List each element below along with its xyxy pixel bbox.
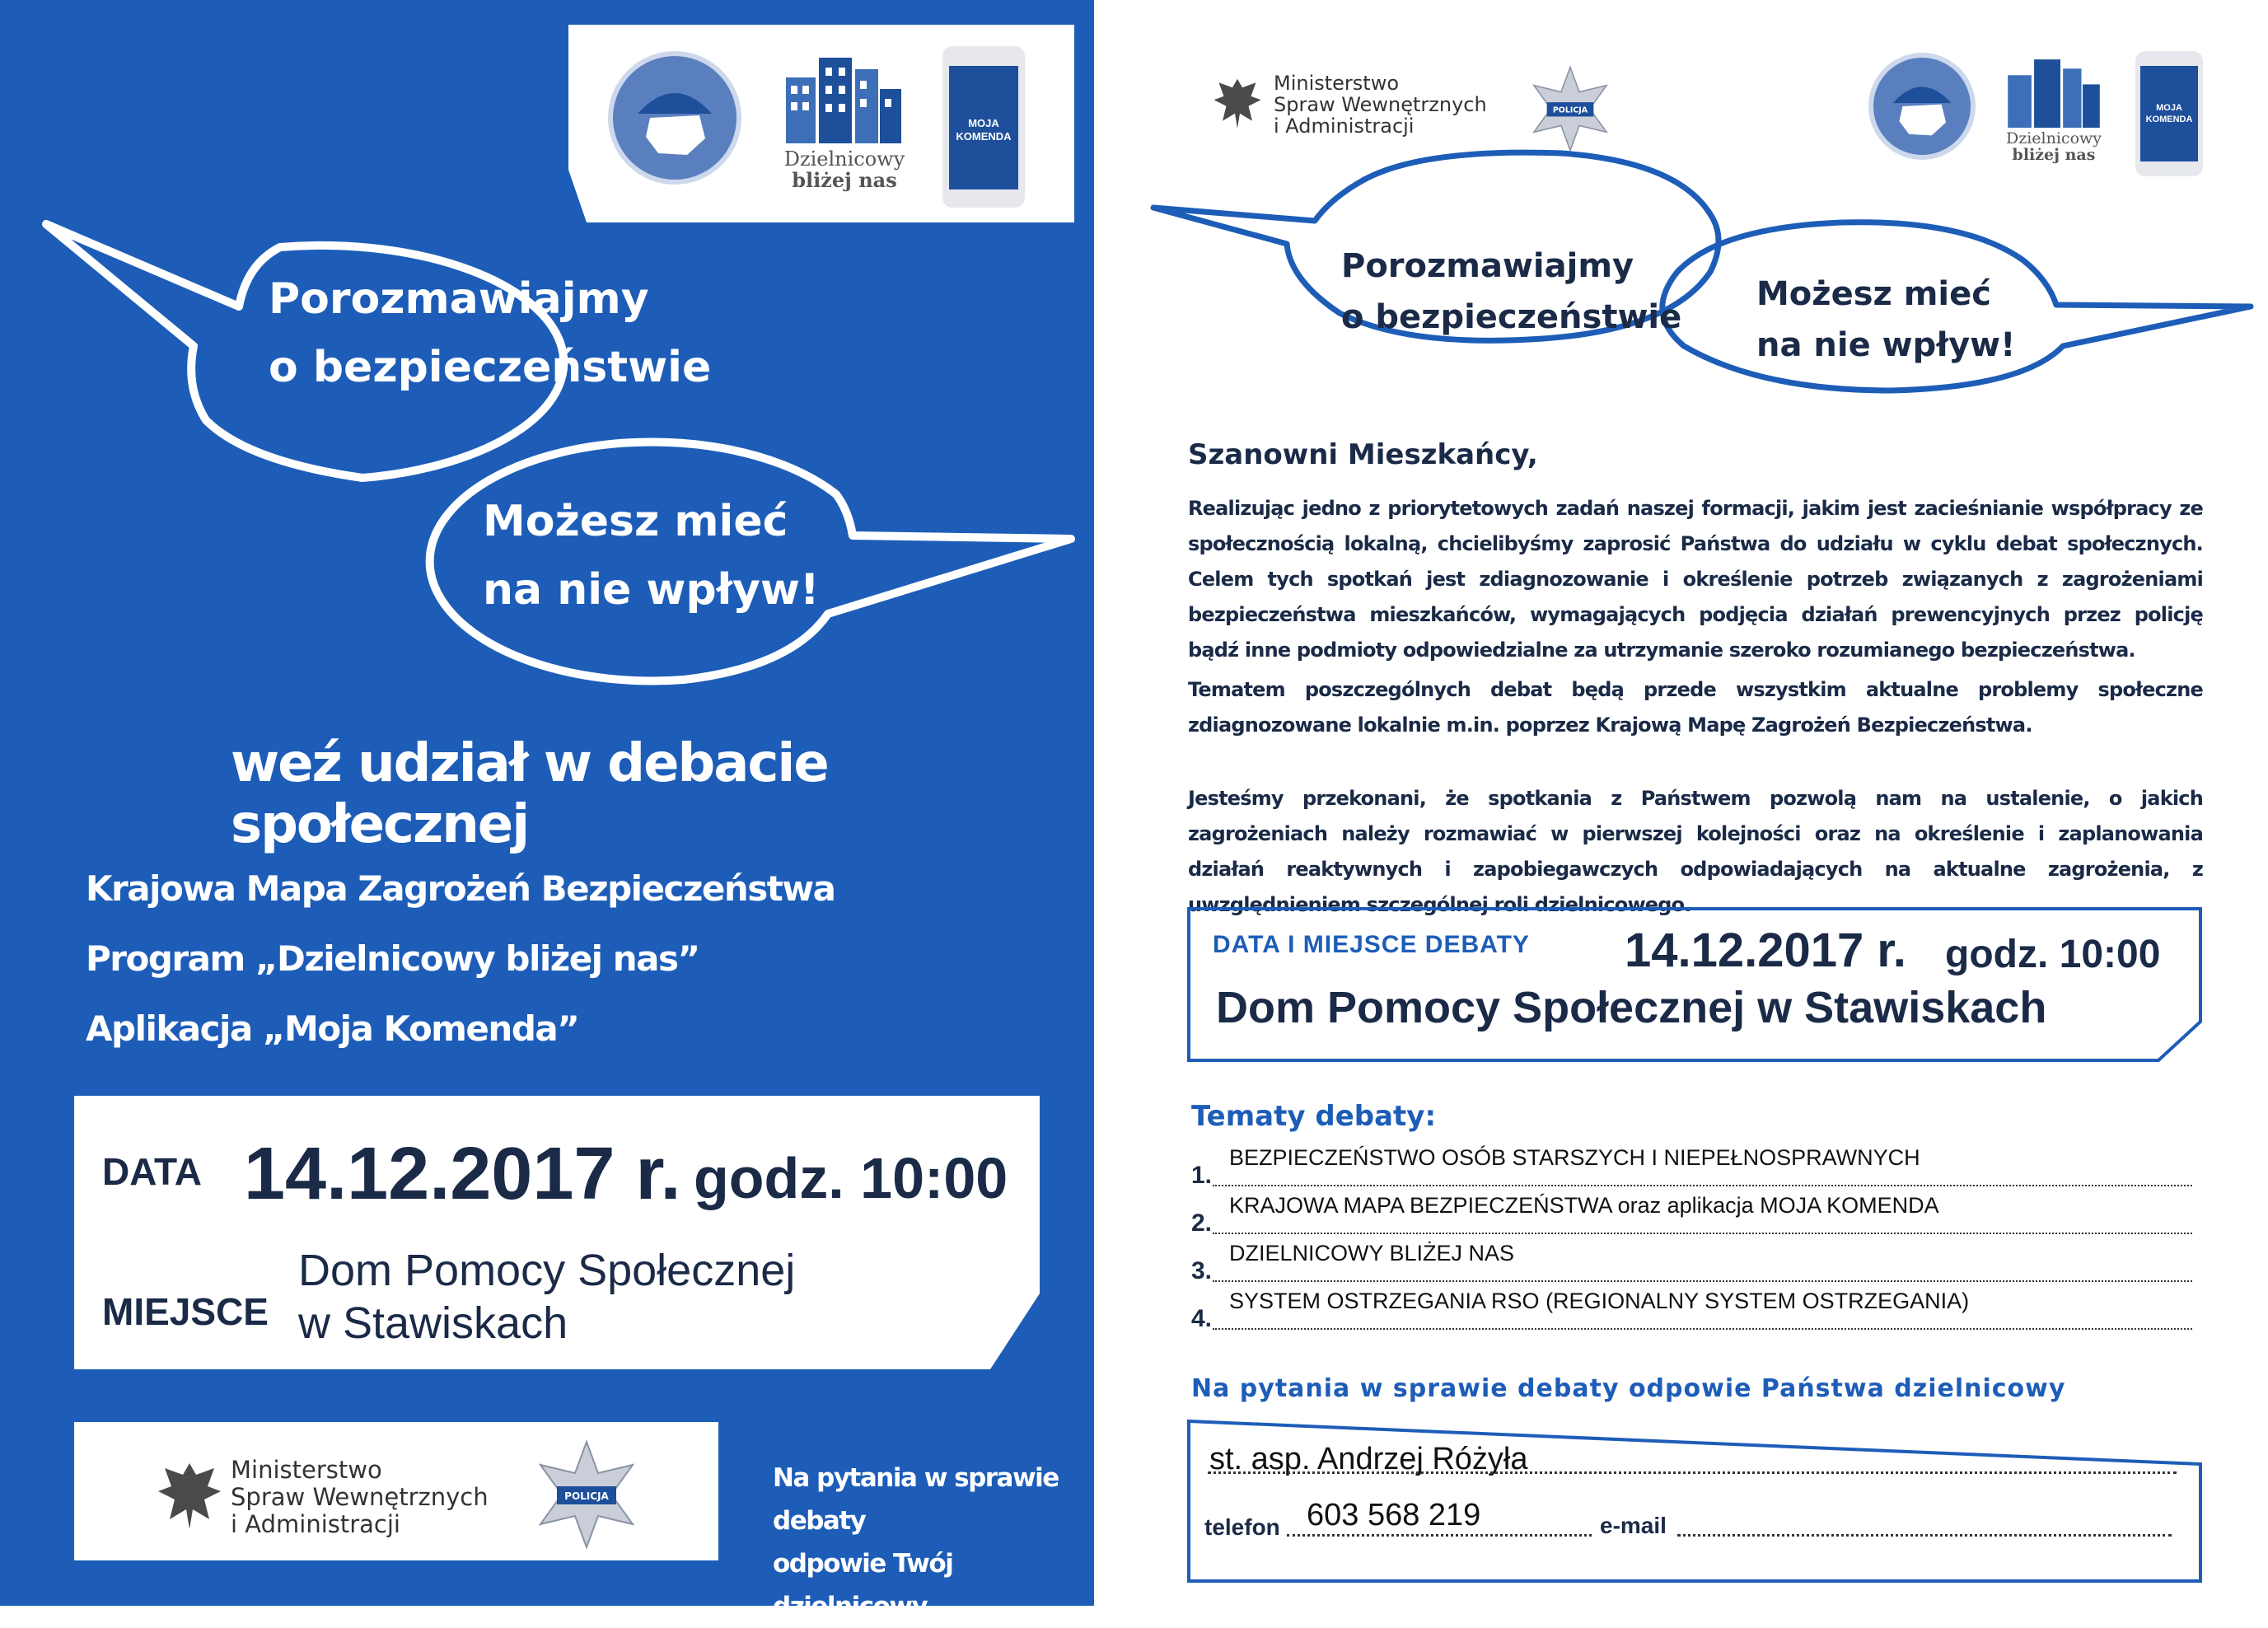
program-item: Krajowa Mapa Zagrożeń Bezpieczeństwa: [86, 868, 835, 909]
phone-label: telefon: [1204, 1514, 1280, 1540]
email-dotted-line: [1677, 1534, 2172, 1537]
poster-bubble-1-text: Porozmawiajmy o bezpieczeństwie: [269, 274, 712, 393]
poster-ministry-name: Ministerstwo Spraw Wewnętrznych i Administracji: [231, 1456, 489, 1538]
phone-number: 603 568 219: [1307, 1498, 1481, 1532]
email-label: e-mail: [1600, 1513, 1667, 1538]
moja-komenda-phone-icon: MOJA KOMENDA: [942, 46, 1025, 208]
poster-place: Dom Pomocy Społecznej w Stawiskach: [298, 1246, 796, 1348]
poster-headline: weź udział w debacie społecznej: [231, 733, 828, 855]
letter: [1134, 0, 2268, 1606]
letter-place: Dom Pomocy Społecznej w Stawiskach: [1216, 983, 2047, 1032]
phone-dotted-line: [1287, 1534, 1592, 1537]
topic-item: 1. BEZPIECZEŃSTWO OSÓB STARSZYCH I NIEPEŁNOSPRAWNYCH: [1191, 1142, 2192, 1190]
poster-date: 14.12.2017 r.: [244, 1133, 681, 1215]
poster-bubble-2-text: Możesz mieć na nie wpływ!: [483, 497, 820, 615]
poster-miejsce-label: MIEJSCE: [102, 1290, 269, 1333]
letter-ministry-name: Ministerstwo Spraw Wewnętrznych i Administracji: [1274, 72, 1487, 138]
eagle-emblem-icon: [157, 1458, 222, 1545]
letter-hour: godz. 10:00: [1945, 933, 2161, 976]
letter-bubble-1-text: Porozmawiajmy o bezpieczeństwie: [1341, 247, 1682, 336]
letter-paragraph: Tematem poszczególnych debat będą przede wszystkim aktualne problemy społeczne zdiagnozowane lokalnie m.in. poprzez Krajową Mapę Zagrożeń Bezpieczeństwa.: [1188, 678, 2203, 737]
poster-questions-note: Na pytania w sprawie debaty odpowie Twój dzielnicowy: [773, 1463, 1059, 1621]
dzielnicowy-logo-caption: Dzielnicowy bliżej nas: [2005, 129, 2102, 164]
poster-hour: godz. 10:00: [694, 1146, 1008, 1210]
topic-item: 2. KRAJOWA MAPA BEZPIECZEŃSTWA oraz aplikacja MOJA KOMENDA: [1191, 1190, 2192, 1237]
topic-item: 3. DZIELNICOWY BLIŻEJ NAS: [1191, 1237, 2192, 1285]
topics-title: Tematy debaty:: [1191, 1100, 1437, 1133]
topic-item: 4. SYSTEM OSTRZEGANIA RSO (REGIONALNY SYSTEM OSTRZEGANIA): [1191, 1285, 2192, 1333]
officer-dotted-line: [1208, 1471, 2177, 1474]
letter-date-label: DATA I MIEJSCE DEBATY: [1213, 931, 1530, 958]
letter-bubble-2-text: Możesz mieć na nie wpływ!: [1756, 275, 2016, 364]
svg-text:POLICJA: POLICJA: [1552, 105, 1588, 115]
contact-title: Na pytania w sprawie debaty odpowie Państwa dzielnicowy: [1191, 1374, 2066, 1403]
poster-programs-list: [86, 854, 835, 1064]
program-item: Aplikacja „Moja Komenda”: [86, 1008, 579, 1049]
letter-date: 14.12.2017 r.: [1625, 924, 1906, 977]
dzielnicowy-logo-caption: Dzielnicowy bliżej nas: [783, 147, 905, 192]
poster-data-label: DATA: [102, 1150, 202, 1193]
officer-name: st. asp. Andrzej Różyła: [1209, 1442, 1528, 1476]
letter-greeting: Szanowni Mieszkańcy,: [1188, 438, 1538, 471]
police-star-icon: [532, 1440, 641, 1553]
program-item: Program „Dzielnicowy bliżej nas”: [86, 938, 699, 979]
svg-text:POLICJA: POLICJA: [564, 1490, 609, 1502]
letter-paragraph: Realizując jedno z priorytetowych zadań naszej formacji, jakim jest zacieśnianie współpracy ze społecznością lokalną, chcielibyśmy zaprosić Państwa do udziału w cyklu debat społecznych. Celem tych spotkań jest zdiagnozowanie i określenie potrzeb związanych z zagrożeniami bezpieczeństwa mieszkańców, wymagających podjęcia działań prewencyjnych przez policję bądź inne podmioty odpowiedzialne za utrzymanie szeroko rozumianego bezpieczeństwa.: [1188, 497, 2203, 662]
letter-speech-bubbles: [1134, 0, 2268, 428]
letter-paragraph: Jesteśmy przekonani, że spotkania z Państwem pozwolą nam na ustalenie, o jakich zagrożeniach należy rozmawiać w pierwszej kolejności oraz na określenie i zaplanowania działań reaktywnych i zapobiegawczych odpowiadających na aktualne zagrożenia, z uwzględnieniem szczególnej roli dzielnicowego.: [1188, 787, 2203, 916]
moja-komenda-phone-icon: MOJA KOMENDA: [2135, 51, 2203, 176]
poster: [0, 0, 1094, 1621]
